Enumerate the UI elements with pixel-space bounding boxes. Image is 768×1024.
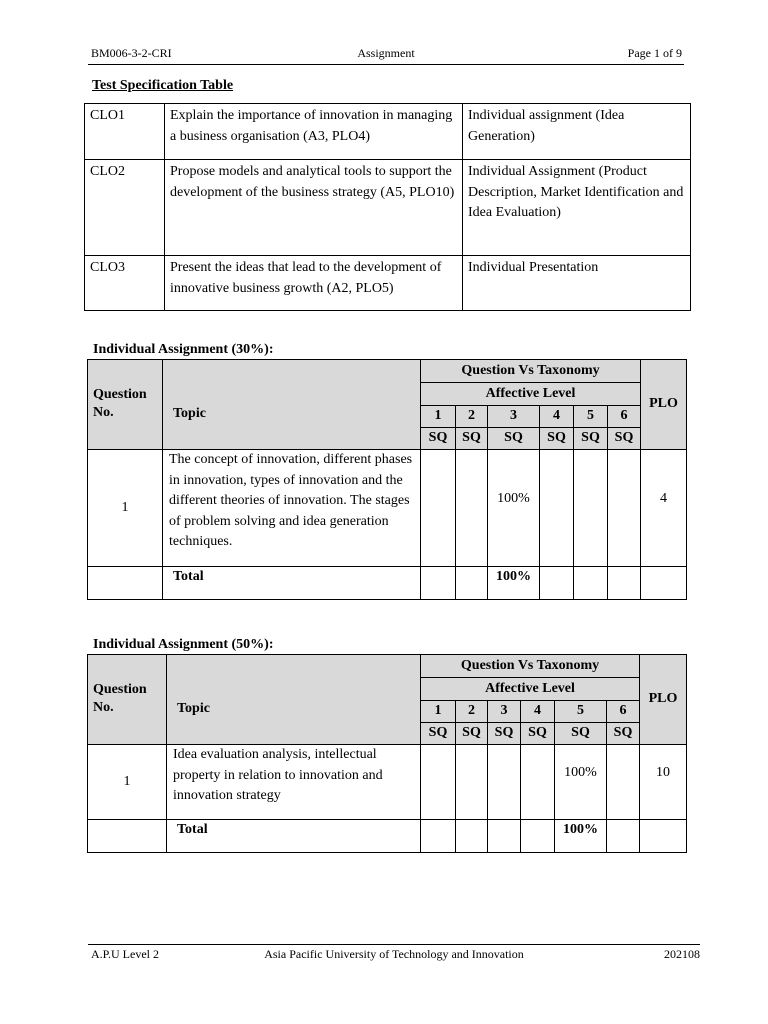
total-label: Total: [163, 567, 421, 600]
plo-header: PLO: [641, 360, 687, 450]
affective-level-header: Affective Level: [421, 383, 641, 406]
level-3: 3: [488, 701, 521, 723]
sq-label: SQ: [608, 428, 641, 450]
total-row: [88, 567, 687, 600]
clo-id: CLO1: [85, 104, 165, 160]
sq-label: SQ: [421, 428, 456, 450]
topic-text: The concept of innovation, different phases in innovation, types of innovation and the different theories of innovation. The stages of problem solving and idea generation techniques.: [163, 450, 421, 567]
clo-description: Explain the importance of innovation in managing a business organisation (A3, PLO4): [165, 104, 463, 160]
assignment-1-table: [87, 359, 687, 600]
topic-header: Topic: [163, 360, 421, 450]
taxonomy-header: Question Vs Taxonomy: [421, 360, 641, 383]
total-percent: 100%: [555, 820, 607, 853]
clo-id: CLO3: [85, 256, 165, 311]
table-row: [85, 160, 691, 256]
sq-label: SQ: [488, 723, 521, 745]
level-4: 4: [521, 701, 555, 723]
level-5-percent: 100%: [555, 745, 607, 820]
sq-label: SQ: [488, 428, 540, 450]
topic-text: Idea evaluation analysis, intellectual property in relation to innovation and innovation strategy: [167, 745, 421, 820]
level-4: 4: [540, 406, 574, 428]
plo-header: PLO: [640, 655, 687, 745]
level-3: 3: [488, 406, 540, 428]
sq-label: SQ: [421, 723, 456, 745]
sq-label: SQ: [540, 428, 574, 450]
footer-university: Asia Pacific University of Technology and Innovation: [264, 947, 524, 961]
clo-assessment: Individual Presentation: [463, 256, 691, 311]
level-5: 5: [555, 701, 607, 723]
footer-code: 202108: [664, 947, 700, 961]
page-footer: [88, 944, 700, 963]
footer-level: A.P.U Level 2: [91, 947, 159, 961]
level-1: 1: [421, 701, 456, 723]
question-number: 1: [88, 450, 163, 567]
table-row: [88, 450, 687, 567]
topic-header: Topic: [167, 655, 421, 745]
sq-label: SQ: [574, 428, 608, 450]
clo-description: Propose models and analytical tools to support the development of the business strategy (A5, PLO10): [165, 160, 463, 256]
table-row: [88, 745, 687, 820]
plo-value: 10: [640, 745, 687, 820]
assignment-2-title: Individual Assignment (50%):: [93, 637, 274, 652]
sq-label: SQ: [456, 428, 488, 450]
sq-label: SQ: [555, 723, 607, 745]
level-5: 5: [574, 406, 608, 428]
level-6: 6: [607, 701, 640, 723]
level-2: 2: [456, 701, 488, 723]
level-6: 6: [608, 406, 641, 428]
assignment-2-table: [87, 654, 687, 853]
course-code: BM006-3-2-CRI: [91, 46, 172, 60]
level-1: 1: [421, 406, 456, 428]
page-header: [88, 46, 684, 65]
level-2: 2: [456, 406, 488, 428]
page-number: Page 1 of 9: [627, 46, 682, 60]
header-center: Assignment: [357, 46, 415, 60]
spec-table-title: Test Specification Table: [92, 78, 234, 93]
sq-label: SQ: [521, 723, 555, 745]
total-label: Total: [167, 820, 421, 853]
clo-description: Present the ideas that lead to the development of innovative business growth (A2, PLO5): [165, 256, 463, 311]
table-row: [85, 256, 691, 311]
question-no-header: Question No.: [88, 655, 167, 745]
sq-label: SQ: [456, 723, 488, 745]
total-percent: 100%: [488, 567, 540, 600]
clo-assessment: Individual assignment (Idea Generation): [463, 104, 691, 160]
table-row: [85, 104, 691, 160]
clo-id: CLO2: [85, 160, 165, 256]
question-no-header: Question No.: [88, 360, 163, 450]
affective-level-header: Affective Level: [421, 678, 640, 701]
total-row: [88, 820, 687, 853]
assignment-1-title: Individual Assignment (30%):: [93, 342, 274, 357]
question-number: 1: [88, 745, 167, 820]
level-3-percent: 100%: [488, 450, 540, 567]
taxonomy-header: Question Vs Taxonomy: [421, 655, 640, 678]
clo-assessment: Individual Assignment (Product Description, Market Identification and Idea Evaluation): [463, 160, 691, 256]
sq-label: SQ: [607, 723, 640, 745]
plo-value: 4: [641, 450, 687, 567]
clo-table: [84, 103, 691, 311]
